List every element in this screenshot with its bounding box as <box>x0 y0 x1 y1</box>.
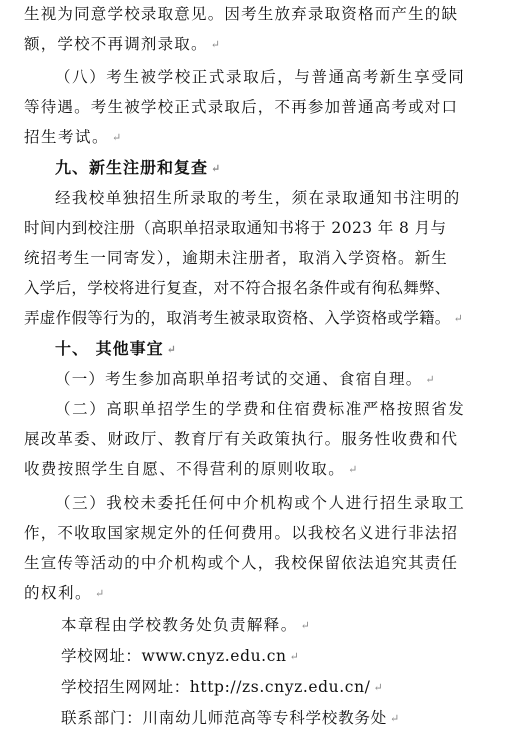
text-line <box>61 707 400 729</box>
paragraph-mark-icon: ↵ <box>300 619 312 632</box>
paragraph-mark-icon: ↵ <box>210 38 222 51</box>
line-text: 生视为同意学校录取意见。因考生放弃录取资格而产生的缺 <box>24 5 459 23</box>
heading-text: 九、新生注册和复查 <box>55 158 209 177</box>
line-text: 等待遇。考生被学校正式录取后，不再参加普通高考或对口 <box>24 98 459 116</box>
paragraph-mark-icon: ↵ <box>453 312 464 325</box>
text-line <box>55 187 461 209</box>
line-text: 学校招生网网址：http://zs.cnyz.edu.cn/ <box>61 678 371 696</box>
text-line <box>24 458 359 480</box>
line-text: 经我校单独招生所录取的考生，须在录取通知书注明的 <box>55 189 461 207</box>
text-line <box>55 492 465 514</box>
paragraph-mark-icon: ↵ <box>112 131 123 144</box>
text-line <box>55 398 465 420</box>
paragraph-mark-icon: ↵ <box>373 681 384 694</box>
text-line <box>24 277 451 299</box>
line-text: （一）考生参加高职单招考试的交通、食宿自理。 <box>55 370 423 388</box>
section-heading <box>55 157 221 179</box>
line-text: （二）高职单招学生的学费和住宿费标准严格按照省发 <box>55 400 466 418</box>
paragraph-mark-icon: ↵ <box>425 373 436 386</box>
text-line <box>24 126 123 148</box>
text-line <box>24 582 106 604</box>
line-text: 学校网址：www.cnyz.edu.cn <box>61 647 287 665</box>
line-text: 本章程由学校教务处负责解释。 <box>61 616 298 634</box>
paragraph-mark-icon: ↵ <box>95 587 106 600</box>
text-line <box>24 217 446 239</box>
text-line <box>24 428 458 450</box>
line-text: 的权利。 <box>24 584 93 602</box>
heading-text: 十、 其他事宜 <box>55 339 164 358</box>
line-text: 统招考生一同寄发），逾期未注册者，取消入学资格。新生 <box>24 249 448 267</box>
paragraph-mark-icon: ↵ <box>166 343 177 356</box>
line-text: 收费按照学生自愿、不得营利的原则收取。 <box>24 460 346 478</box>
text-line <box>61 614 311 636</box>
line-text: 额，学校不再调剂录取。 <box>24 35 208 53</box>
line-text: 时间内到校注册（高职单招录取通知书将于 2023 年 8 月与 <box>24 219 447 237</box>
text-line <box>24 96 458 118</box>
line-text: 联系部门：川南幼儿师范高等专科学校教务处 <box>61 709 388 727</box>
text-line <box>24 522 458 544</box>
line-text: 入学后，学校将进行复查，对不符合报名条件或有徇私舞弊、 <box>24 279 451 297</box>
text-line <box>24 552 458 574</box>
section-heading <box>55 338 177 360</box>
line-text: 展改革委、财政厅、教育厅有关政策执行。服务性收费和代 <box>24 430 459 448</box>
text-line <box>24 3 458 25</box>
text-line <box>24 33 221 55</box>
line-text: 作，不收取国家规定外的任何费用。以我校名义进行非法招 <box>24 524 459 542</box>
text-line <box>61 676 383 698</box>
line-text: （三）我校未委托任何中介机构或个人进行招生录取工 <box>55 494 466 512</box>
text-line <box>55 368 436 390</box>
paragraph-mark-icon: ↵ <box>348 463 359 476</box>
text-line <box>24 247 448 269</box>
paragraph-mark-icon: ↵ <box>211 162 222 175</box>
line-text: 弄虚作假等行为的，取消考生被录取资格、入学资格或学籍。 <box>24 309 451 327</box>
text-line <box>24 307 463 329</box>
text-line <box>55 66 465 88</box>
paragraph-mark-icon: ↵ <box>390 712 401 725</box>
line-text: 招生考试。 <box>24 128 110 146</box>
text-line <box>61 645 299 667</box>
paragraph-mark-icon: ↵ <box>289 650 300 663</box>
line-text: 生宣传等活动的中介机构或个人，我校保留依法追究其责任 <box>24 554 459 572</box>
line-text: （八）考生被学校正式录取后，与普通高考新生享受同 <box>55 68 466 86</box>
